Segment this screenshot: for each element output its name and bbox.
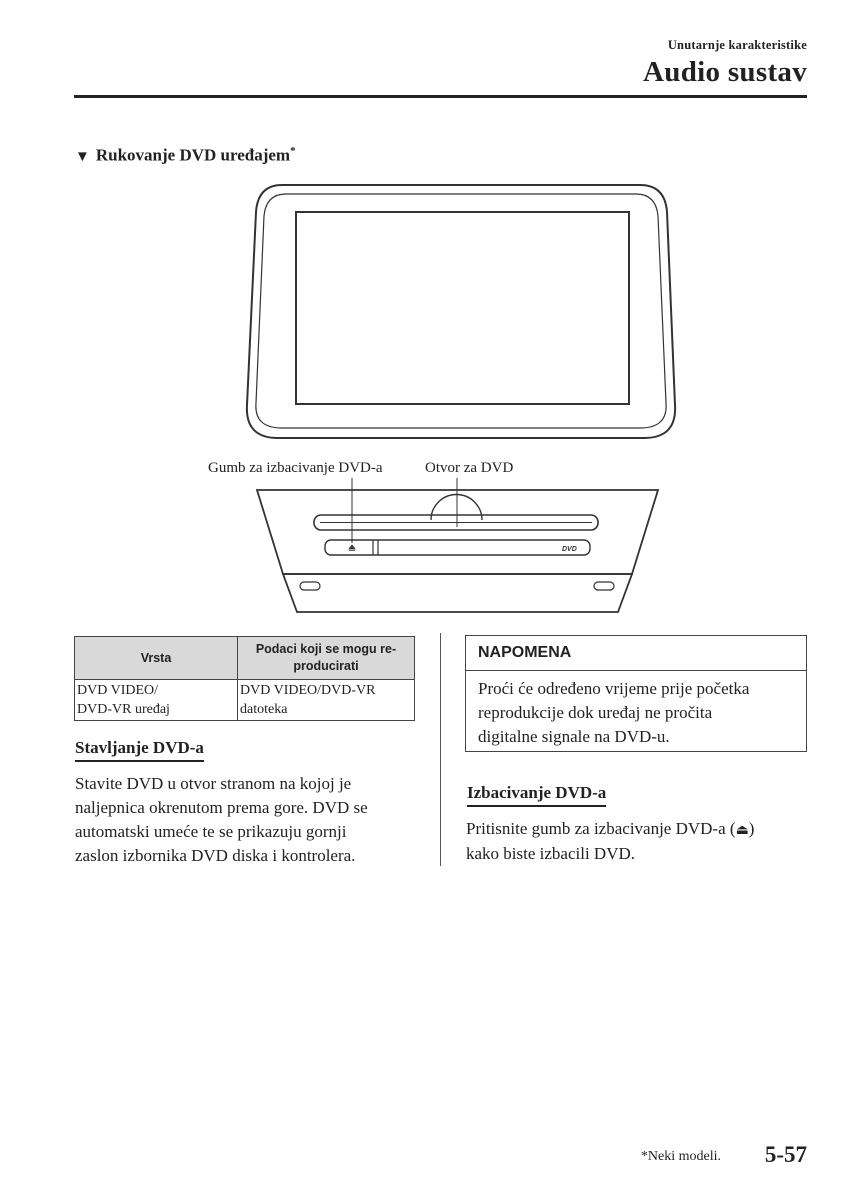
table-row: [75, 680, 415, 721]
section-title: Unutarnje karakteristike: [667, 38, 807, 52]
text-line: Stavite DVD u otvor stranom na kojoj je: [75, 774, 352, 793]
inserting-dvd-title: Stavljanje DVD-a: [75, 738, 204, 762]
text-line: kako biste izbacili DVD.: [466, 844, 636, 863]
eject-text-before: Pritisnite gumb za izbacivanje DVD-a (: [466, 819, 736, 838]
playable-formats-table: [74, 636, 415, 721]
text-line: naljepnica okrenutom prema gore. DVD se: [75, 798, 368, 817]
display-screen-illustration: [247, 185, 675, 438]
column-divider: [440, 633, 441, 866]
label-eject-button: Gumb za izbacivanje DVD-a: [208, 460, 383, 476]
table-cell-type: [75, 680, 238, 721]
table-header-type: Vrsta: [75, 637, 238, 680]
ejecting-dvd-text: [466, 817, 806, 866]
inserting-dvd-section: [75, 738, 204, 758]
eject-icon: ⏏: [735, 822, 749, 838]
label-dvd-slot: Otvor za DVD: [425, 460, 514, 476]
table-cell-playable: [238, 680, 415, 721]
page-number: 5-57: [764, 1142, 807, 1167]
heading-text: Rukovanje DVD uređajem: [95, 145, 291, 165]
text-line: zaslon izbornika DVD diska i kontrolera.: [75, 846, 356, 865]
dvd-unit-illustration: [257, 478, 658, 612]
heading-asterisk: *: [290, 145, 296, 157]
note-box: [465, 635, 807, 752]
inserting-dvd-text: [75, 772, 425, 868]
dvd-logo: DVD: [562, 546, 577, 553]
text-line: reprodukcije dok uređaj ne pročita: [478, 703, 713, 722]
table-header-playable: Podaci koji se mogu re-producirati: [238, 637, 415, 680]
text-line: [466, 817, 806, 842]
eject-button-icon: [349, 545, 355, 551]
chapter-title: Audio sustav: [643, 56, 807, 88]
note-title: NAPOMENA: [466, 636, 806, 671]
triangle-marker-icon: ▼: [75, 148, 90, 165]
cell-type-text: DVD VIDEO/ DVD-VR uređaj: [77, 683, 170, 717]
note-body: [466, 671, 806, 749]
ejecting-dvd-title: Izbacivanje DVD-a: [467, 783, 606, 807]
ejecting-dvd-section: [467, 783, 606, 803]
cell-playable-text: DVD VIDEO/DVD-VR datoteka: [240, 683, 376, 717]
text-line: digitalne signale na DVD-u.: [478, 727, 670, 746]
eject-text-after: ): [748, 819, 755, 838]
footnote: *Neki modeli.: [640, 1149, 721, 1164]
text-line: automatski umeće te se prikazuju gornji: [75, 822, 347, 841]
text-line: Proći će određeno vrijeme prije početka: [478, 679, 750, 698]
